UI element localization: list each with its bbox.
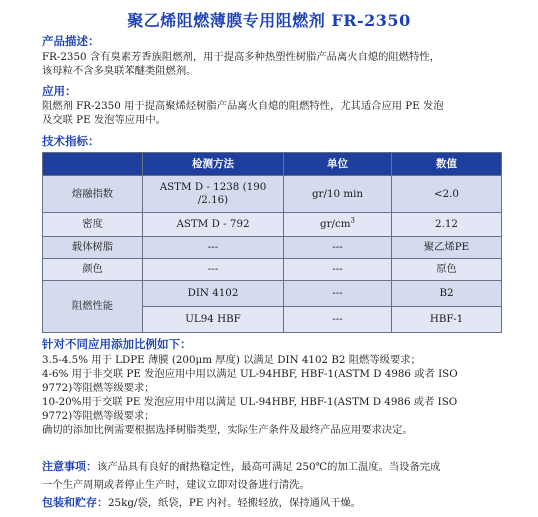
dosage-line: 9772)等阻燃等级要求； bbox=[42, 382, 155, 394]
application-line: 阻燃剂 FR-2350 用于提高聚烯烃树脂产品离火自熄的阻燃特性，尤其适合应用 PE 发泡 bbox=[42, 100, 444, 112]
table-row bbox=[43, 281, 502, 307]
table-row bbox=[43, 213, 502, 237]
product-description-line: FR-2350 含有臭素芳香族阻燃剂，用于提高多种热塑性树脂产品离火自熄的阻燃特性， bbox=[42, 51, 440, 63]
dosage-line: 确切的添加比例需要根据选择树脂类型，实际生产条件及最终产品应用要求决定。 bbox=[42, 424, 413, 436]
packaging-text: 25kg/袋，纸袋，PE 内衬。轻搬轻放，保持通风干燥。 bbox=[108, 497, 362, 509]
spec-header-method: 检测方法 bbox=[143, 153, 284, 176]
spec-header-unit: 单位 bbox=[284, 153, 392, 176]
spec-row-value: <2.0 bbox=[392, 176, 502, 213]
spec-row-unit: --- bbox=[284, 237, 392, 259]
dosage-line: 10-20%用于交联 PE 发泡应用中用以满足 UL-94HBF, HBF-1(ASTM D 4986 或者 ISO bbox=[42, 396, 458, 408]
packaging-label: 包装和贮存： bbox=[42, 496, 108, 509]
spec-row-name: 阻燃性能 bbox=[43, 281, 143, 333]
unit-base: gr/cm bbox=[320, 218, 351, 230]
spec-row-method: --- bbox=[143, 237, 284, 259]
spec-row-value: 聚乙烯PE bbox=[392, 237, 502, 259]
notes-line-2: 一个生产周期或者停止生产时，建议立即对设备进行清洗。 bbox=[42, 479, 310, 491]
dosage-line: 4-6% 用于非交联 PE 发泡应用中用以满足 UL-94HBF, HBF-1(ASTM D 4986 或者 ISO bbox=[42, 368, 458, 380]
table-row bbox=[43, 237, 502, 259]
spec-row-unit: --- bbox=[284, 281, 392, 307]
spec-row-unit bbox=[284, 213, 392, 237]
spec-row-method: ASTM D - 792 bbox=[143, 213, 284, 237]
application-line: 及交联 PE 发泡等应用中。 bbox=[42, 114, 166, 126]
spec-header-value: 数值 bbox=[392, 153, 502, 176]
dosage-line: 9772)等阻燃等级要求； bbox=[42, 410, 155, 422]
spec-row-name: 颜色 bbox=[43, 259, 143, 281]
page-title: 聚乙烯阻燃薄膜专用阻燃剂 FR-2350 bbox=[127, 11, 411, 30]
notes-text: 该产品具有良好的耐热稳定性，最高可满足 250℃的加工温度。当设备完成 bbox=[97, 461, 441, 473]
dosage-line: 3.5-4.5% 用于 LDPE 薄膜 (200μm 厚度) 以满足 DIN 4102 B2 阻燃等级要求； bbox=[42, 354, 421, 366]
application-text bbox=[42, 99, 502, 127]
spec-row-value: B2 bbox=[392, 281, 502, 307]
spec-row-value: HBF-1 bbox=[392, 307, 502, 333]
unit-superscript: 3 bbox=[350, 216, 355, 225]
dosage-text bbox=[42, 353, 502, 437]
spec-row-value: 2.12 bbox=[392, 213, 502, 237]
spec-row-name: 载体树脂 bbox=[43, 237, 143, 259]
spec-row-method: --- bbox=[143, 259, 284, 281]
spec-row-unit: gr/10 min bbox=[284, 176, 392, 213]
notes-line bbox=[42, 460, 440, 474]
packaging-line bbox=[42, 496, 361, 510]
spec-row-unit: --- bbox=[284, 259, 392, 281]
product-description-heading: 产品描述： bbox=[42, 34, 100, 48]
spec-row-name: 密度 bbox=[43, 213, 143, 237]
spec-table bbox=[42, 152, 502, 333]
spec-row-name: 熔融指数 bbox=[43, 176, 143, 213]
dosage-heading: 针对不同应用添加比例如下： bbox=[42, 337, 192, 351]
table-row bbox=[43, 176, 502, 213]
table-row bbox=[43, 259, 502, 281]
tech-specs-heading: 技术指标： bbox=[42, 134, 100, 148]
spec-row-method: ASTM D - 1238 (190 /2.16) bbox=[143, 176, 284, 213]
spec-row-unit: --- bbox=[284, 307, 392, 333]
spec-row-method: DIN 4102 bbox=[143, 281, 284, 307]
product-description-line: 该母粒不含多臭联苯醚类阻燃剂。 bbox=[42, 65, 197, 77]
spec-table-header-row bbox=[43, 153, 502, 176]
spec-header-blank bbox=[43, 153, 143, 176]
product-description-text bbox=[42, 50, 502, 78]
spec-row-method: UL94 HBF bbox=[143, 307, 284, 333]
spec-row-value: 原色 bbox=[392, 259, 502, 281]
application-heading: 应用： bbox=[42, 84, 77, 98]
notes-label: 注意事项： bbox=[42, 460, 97, 473]
